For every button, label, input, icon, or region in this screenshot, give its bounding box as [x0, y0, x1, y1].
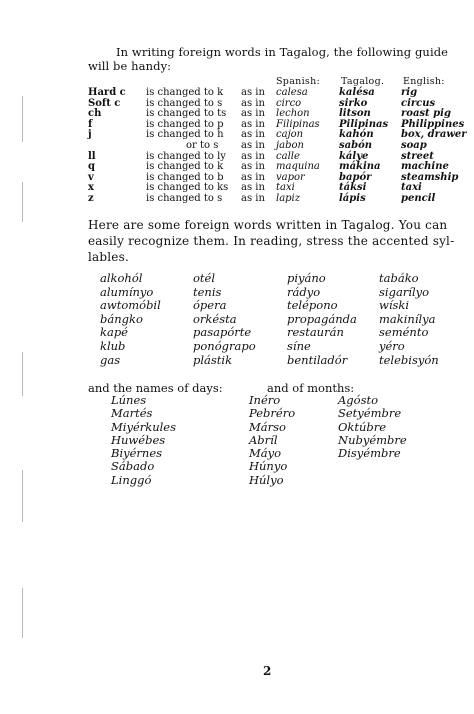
months-list — [249, 394, 295, 487]
rule-text: is changed to s — [146, 193, 223, 204]
day-name: Linggó — [111, 472, 152, 487]
rule-row — [0, 141, 474, 152]
rule-text: is changed to b — [146, 171, 224, 183]
tagalog-word: kahón — [339, 129, 374, 141]
months-label: and of months: — [267, 381, 355, 395]
tagalog-word: sirko — [339, 97, 368, 109]
word: seménto — [379, 325, 429, 340]
word: alkohól — [100, 271, 143, 285]
month-name: Húnyo — [249, 459, 288, 474]
tagalog-word: táksi — [339, 182, 367, 194]
english-word: steamship — [401, 171, 459, 183]
word: bángko — [100, 311, 143, 326]
rule-text: is changed to k — [146, 161, 224, 173]
english-word: soap — [401, 140, 427, 151]
day-name: Huwébes — [111, 432, 166, 447]
word: tabáko — [379, 271, 419, 285]
word: wíski — [379, 298, 410, 313]
word: klub — [100, 338, 126, 353]
english-word: circus — [401, 97, 436, 109]
word: restaurán — [287, 325, 344, 340]
rule-letter: ll — [88, 150, 96, 162]
spanish-word: vapor — [276, 171, 305, 183]
as-in-text: as in — [241, 140, 265, 151]
word: piyáno — [287, 271, 326, 285]
word: bentiladór — [287, 352, 348, 367]
month-name: Agósto — [338, 393, 379, 407]
spanish-word: jabon — [276, 140, 304, 151]
word: síne — [287, 338, 311, 353]
day-name: Martés — [111, 406, 153, 421]
english-word: roast pig — [401, 108, 451, 120]
word: makinílya — [379, 311, 436, 326]
margin-mark — [22, 588, 23, 638]
english-word: machine — [401, 161, 449, 173]
tagalog-word: sabón — [339, 140, 373, 151]
day-name: Miyérkules — [111, 419, 177, 434]
margin-mark — [22, 470, 23, 522]
rule-text: is changed to k — [146, 87, 224, 98]
word: yéro — [379, 338, 405, 353]
paragraph-line: easily recognize them. In reading, stress the accented syl- — [88, 233, 455, 248]
rule-text: is changed to p — [146, 118, 224, 130]
month-name: Nubyémbre — [338, 432, 407, 447]
word: plástik — [193, 352, 233, 367]
rule-letter: f — [88, 118, 93, 130]
header-spanish: Spanish: — [276, 76, 321, 87]
as-in-text: as in — [241, 161, 265, 173]
intro-text — [88, 45, 452, 73]
intro-line: In writing foreign words in Tagalog, the following guide — [116, 45, 449, 59]
english-word: pencil — [401, 193, 436, 204]
page-number: 2 — [263, 664, 272, 678]
spanish-word: circo — [276, 97, 302, 109]
word: awtomóbil — [100, 298, 161, 313]
spanish-word: lechon — [276, 108, 310, 120]
margin-mark — [22, 352, 23, 396]
spanish-word: taxi — [276, 182, 295, 194]
spanish-word: cajon — [276, 129, 304, 141]
rule-text: is changed to s — [146, 97, 223, 109]
month-name: Oktúbre — [338, 419, 387, 434]
english-word: taxi — [401, 182, 422, 194]
rule-row — [0, 194, 474, 205]
word: telebisyón — [379, 352, 439, 367]
months-list — [338, 394, 407, 460]
paragraph-line: lables. — [88, 249, 129, 264]
english-word: street — [401, 150, 434, 162]
paragraph-line: Here are some foreign words written in Tagalog. You can — [88, 218, 448, 232]
tagalog-word: mákina — [339, 161, 381, 173]
word: alumínyo — [100, 284, 154, 299]
tagalog-word: kalésa — [339, 87, 375, 98]
word: ópera — [193, 298, 227, 313]
days-label: and the names of days: — [88, 381, 223, 395]
rule-letter: ch — [88, 108, 102, 120]
as-in-text: as in — [241, 97, 265, 109]
day-name: Biyérnes — [111, 446, 163, 461]
month-name: Máyo — [249, 446, 282, 461]
rule-letter: x — [88, 182, 94, 194]
as-in-text: as in — [241, 150, 265, 162]
month-name: Márso — [249, 419, 286, 434]
rule-letter: q — [88, 161, 95, 173]
word: orkésta — [193, 311, 237, 326]
month-name: Disyémbre — [338, 446, 401, 461]
word-column — [193, 272, 256, 367]
as-in-text: as in — [241, 129, 265, 141]
day-name: Sábado — [111, 459, 155, 474]
month-name: Húlyo — [249, 472, 284, 487]
english-word: rig — [401, 87, 418, 98]
rule-letter: Hard c — [88, 87, 126, 98]
word: rádyo — [287, 284, 321, 299]
rule-letter: j — [88, 129, 92, 141]
as-in-text: as in — [241, 182, 265, 194]
tagalog-word: lápis — [339, 193, 366, 204]
tagalog-word: Pilipinas — [339, 118, 389, 130]
word: telépono — [287, 298, 338, 313]
as-in-text: as in — [241, 193, 265, 204]
intro-line: will be handy: — [88, 59, 172, 73]
word: pasapórte — [193, 325, 252, 340]
rule-letter: v — [88, 171, 94, 183]
english-word: box, drawer — [401, 129, 467, 141]
month-name: Pebréro — [249, 406, 296, 421]
word: ponógrapo — [193, 338, 256, 353]
rule-text: is changed to ts — [146, 108, 227, 120]
rule-text: is changed to h — [146, 129, 224, 141]
as-in-text: as in — [241, 171, 265, 183]
day-name: Lúnes — [111, 393, 147, 407]
header-english: English: — [403, 76, 445, 87]
foreign-words-paragraph — [88, 218, 466, 265]
as-in-text: as in — [241, 118, 265, 130]
spanish-word: maquina — [276, 161, 320, 173]
english-word: Philippines — [401, 118, 465, 130]
word: otél — [193, 271, 216, 285]
spanish-word: Filipinas — [276, 118, 320, 130]
word: propagánda — [287, 311, 357, 326]
month-name: Abríl — [249, 432, 278, 447]
word: sigarílyo — [379, 284, 430, 299]
header-tagalog: Tagalog. — [341, 76, 385, 87]
month-name: Setyémbre — [338, 406, 402, 421]
spanish-word: calesa — [276, 87, 308, 98]
word-column — [100, 272, 161, 367]
tagalog-word: kálye — [339, 150, 369, 162]
rule-text: is changed to ly — [146, 150, 226, 162]
spanish-word: lapiz — [276, 193, 301, 204]
word: tenis — [193, 284, 222, 299]
word: kapé — [100, 325, 128, 340]
word: gas — [100, 352, 121, 367]
rule-row — [0, 88, 474, 99]
rule-letter: Soft c — [88, 97, 121, 109]
as-in-text: as in — [241, 108, 265, 120]
as-in-text: as in — [241, 87, 265, 98]
rule-letter: z — [88, 193, 94, 204]
rule-text: or to s — [186, 140, 219, 151]
tagalog-word: bapór — [339, 171, 372, 183]
word-column — [379, 272, 439, 367]
spanish-word: calle — [276, 150, 300, 162]
days-list — [111, 394, 176, 487]
month-name: Inéro — [249, 393, 281, 407]
rule-text: is changed to ks — [146, 182, 229, 194]
word-column — [287, 272, 357, 367]
tagalog-word: litson — [339, 108, 371, 120]
